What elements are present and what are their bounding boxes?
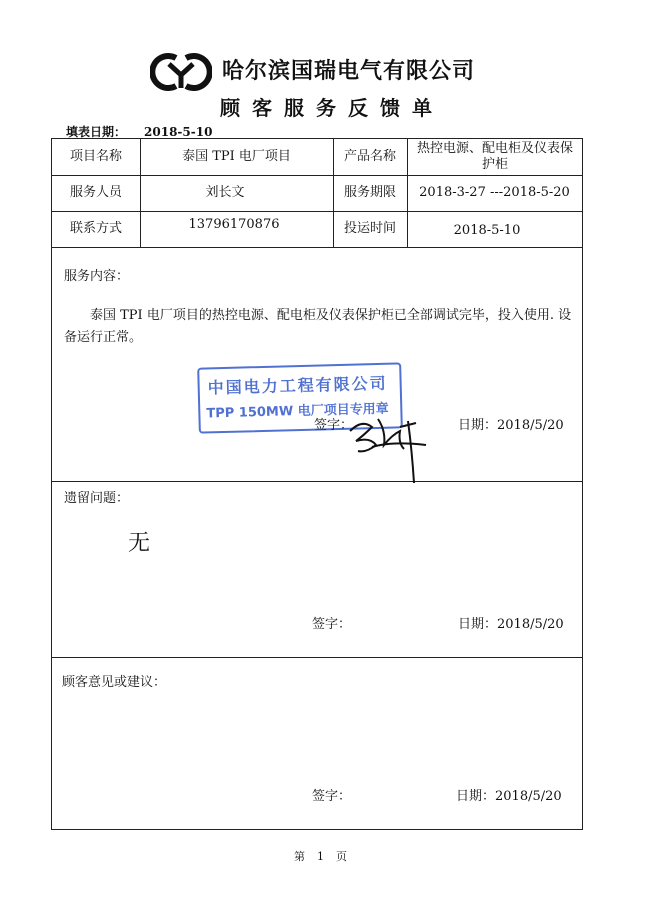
service-staff-value: 刘长文	[205, 184, 245, 200]
product-name-label: 产品名称	[343, 148, 396, 164]
remaining-issues-label: 遗留问题：	[64, 491, 130, 506]
page-number: 1	[317, 850, 324, 863]
fill-date-value: 2018-5-10	[144, 125, 213, 139]
customer-feedback-label: 顾客意见或建议：	[62, 675, 167, 690]
issues-date-label: 日期：	[458, 617, 498, 632]
project-name-label: 项目名称	[69, 148, 122, 164]
page-suffix: 页	[336, 850, 347, 863]
service-date-label: 日期：	[458, 418, 498, 433]
product-name-value: 热控电源、配电柜及仪表保护柜	[416, 140, 573, 172]
service-signature-label: 签字：	[314, 418, 354, 433]
service-date-value: 2018/5/20	[497, 418, 564, 433]
page-prefix: 第	[294, 850, 305, 863]
document-title: 顾客服务反馈单	[220, 96, 444, 120]
feedback-date	[456, 785, 562, 804]
handwritten-signature	[342, 401, 434, 485]
contact-value: 13796170876	[188, 216, 280, 232]
issues-date	[458, 613, 564, 632]
stamp-line-2: TPP 150MW 电厂项目专用章	[206, 401, 389, 422]
service-staff-label: 服务人员	[69, 184, 122, 200]
remaining-issues-value: 无	[128, 531, 151, 556]
company-logo	[150, 50, 212, 94]
commissioning-label: 投运时间	[343, 220, 396, 236]
issues-signature-label: 签字：	[312, 617, 352, 632]
fill-date-label: 填表日期：	[66, 125, 127, 139]
project-name-value: 泰国 TPI 电厂项目	[182, 148, 291, 164]
issues-date-value: 2018/5/20	[497, 617, 564, 632]
commissioning-value: 2018-5-10	[453, 222, 521, 238]
service-content-label: 服务内容：	[64, 269, 130, 284]
feedback-signature-label: 签字：	[312, 789, 352, 804]
service-period-value: 2018-3-27 ---2018-5-20	[419, 184, 570, 200]
feedback-form	[51, 138, 583, 830]
service-content-text: 泰国 TPI 电厂项目的热控电源、配电柜及仪表保护柜已全部调试完毕，投入使用. 设备运行正常。	[64, 308, 572, 345]
contact-label: 联系方式	[69, 220, 122, 236]
section-divider	[52, 481, 582, 482]
feedback-date-label: 日期：	[456, 789, 496, 804]
section-divider	[52, 657, 582, 658]
company-name: 哈尔滨国瑞电气有限公司	[222, 59, 476, 84]
stamp-line-1: 中国电力工程有限公司	[207, 373, 388, 398]
service-date	[458, 414, 564, 433]
feedback-date-value: 2018/5/20	[495, 789, 562, 804]
service-period-label: 服务期限	[343, 184, 396, 200]
page-footer	[288, 848, 353, 864]
